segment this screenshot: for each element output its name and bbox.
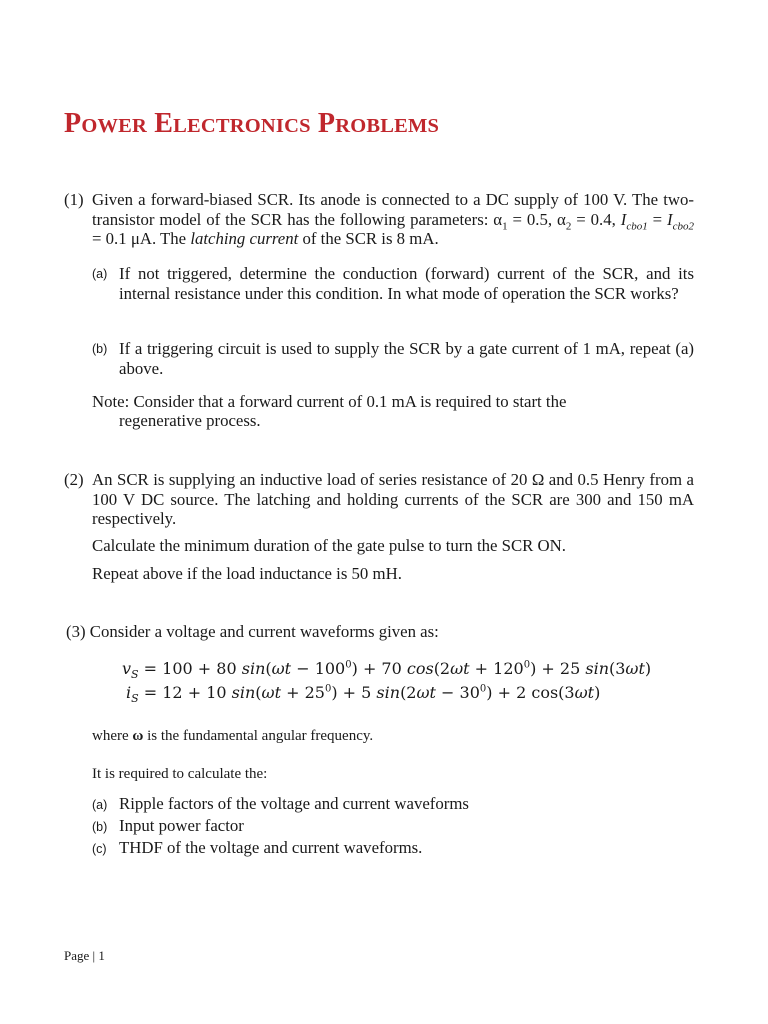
problem-3-where: where ω is the fundamental angular frequency. (92, 728, 374, 744)
problem-2-number: (2) (64, 470, 84, 489)
problem-3-required: It is required to calculate the: (92, 766, 268, 782)
page-title: POWER ELECTRONICS PROBLEMS (64, 108, 440, 139)
problem-1b-label: (b) (92, 342, 108, 356)
problem-2-calc: Calculate the minimum duration of the gate pulse to turn the SCR ON. (92, 536, 566, 555)
problem-1a-label: (a) (92, 267, 108, 281)
problem-3c-label: (c) (92, 842, 107, 856)
problem-1-statement: Given a forward-biased SCR. Its anode is connected to a DC supply of 100 V. The two-transistor model of the SCR has the following parameters: $\alpha_1 = 0.5$, $\alpha_2 = 0.4$, $I_{cbo1} = I_{cbo2} = 0.1$ μA. The latching current of the SCR is 8 mA. (92, 190, 694, 248)
problem-1a-text: If not triggered, determine the conduction (forward) current of the SCR, and its internal resistance under this condition. In what mode of operation the SCR works? (119, 264, 694, 303)
problem-3a-label: (a) (92, 798, 108, 812)
problem-3b-text: Input power factor (119, 816, 244, 835)
voltage-equation: $v_S = 100 + 80$ $\sin(\omega t - 100^0) + 70$ $\cos(2\omega t + 120^0) + 25$ sin(3ωt) (122, 659, 652, 682)
problem-1b-text: If a triggering circuit is used to supply the SCR by a gate current of 1 mA, repeat (a) above. (119, 339, 694, 378)
problem-3-intro: (3) Consider a voltage and current waveforms given as: (66, 622, 439, 641)
problem-1-number: (1) (64, 190, 84, 209)
problem-1-note-line2: regenerative process. (119, 411, 261, 430)
problem-2-repeat: Repeat above if the load inductance is 50 mH. (92, 564, 402, 583)
current-equation: $i_S = 12 + 10$ $\sin(\omega t + 25^0) + 5$ $\sin(2\omega t - 30^0) + 2$ cos(3ωt) (126, 683, 601, 706)
problem-3b-label: (b) (92, 820, 108, 834)
problem-3a-text: Ripple factors of the voltage and current waveforms (119, 794, 469, 813)
problem-3c-text: THDF of the voltage and current waveforms. (119, 838, 423, 857)
problem-2-statement: An SCR is supplying an inductive load of series resistance of 20 Ω and 0.5 Henry from a 100 V DC source. The latching and holding currents of the SCR are 300 and 150 mA respectively. (92, 470, 694, 528)
problem-1-note-line1: Note: Consider that a forward current of 0.1 mA is required to start the (92, 392, 567, 411)
page-number: Page | 1 (64, 948, 105, 963)
